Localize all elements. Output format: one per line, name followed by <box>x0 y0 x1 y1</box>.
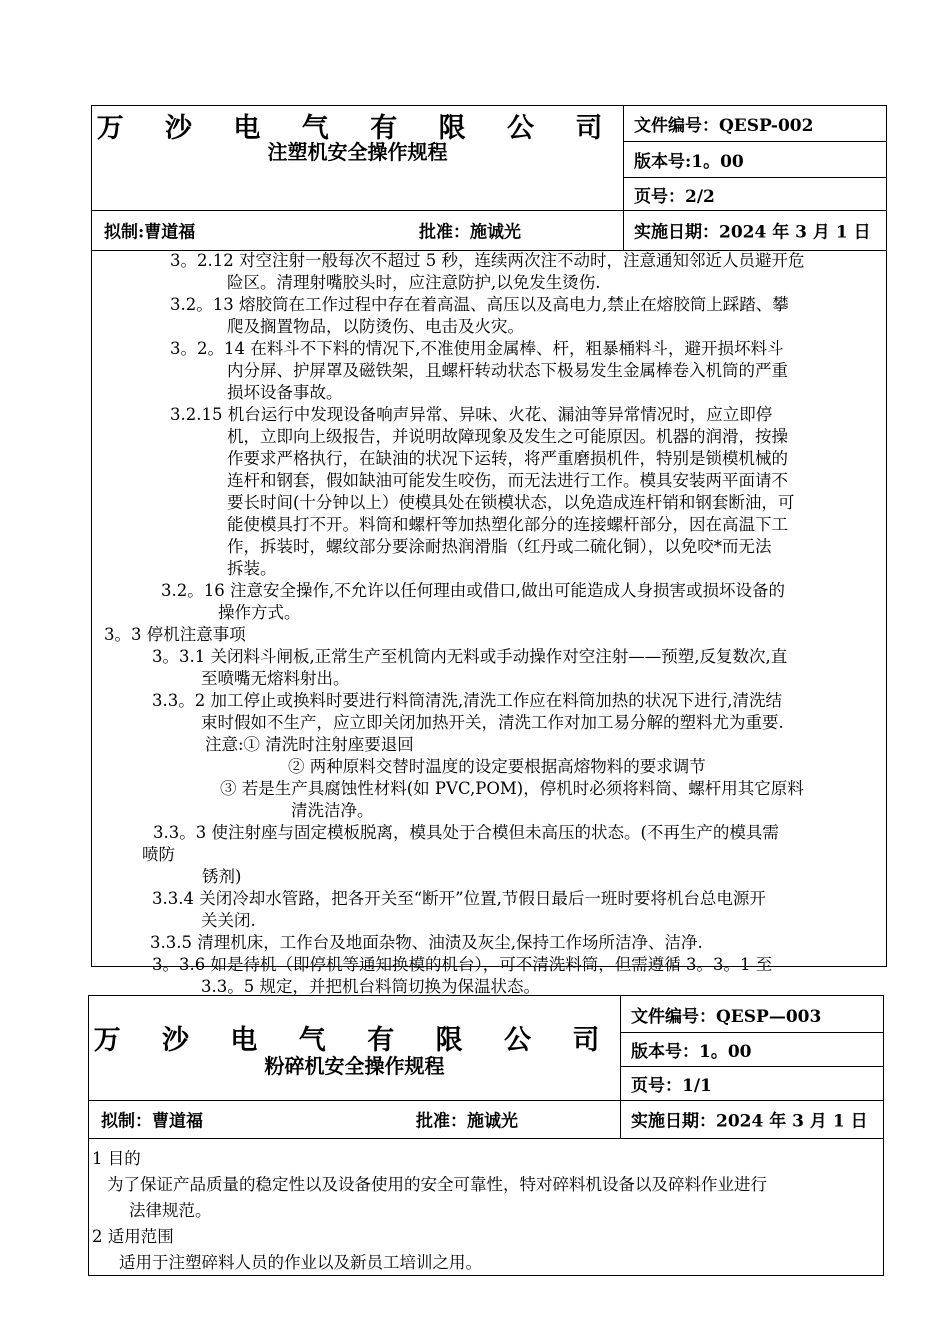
text-line: 机，立即向上级报告，并说明故障现象及发生之可能原因。机器的润滑，按操 <box>227 427 788 446</box>
version-number: 版本号：1。00 <box>621 1033 883 1067</box>
sheet-header <box>92 106 886 211</box>
text-line: 作，拆装时，螺纹部分要涂耐热润滑脂（红丹或二硫化铜），以免咬*而无法 <box>227 537 772 556</box>
procedure-sheet-injection-molding <box>91 105 887 996</box>
text-line: 拆装。 <box>227 559 277 578</box>
text-line: 为了保证产品质量的稳定性以及设备使用的安全可靠性，特对碎料机设备以及碎料作业进行 <box>107 1175 767 1194</box>
file-number: 文件编号：QESP—003 <box>621 996 883 1033</box>
file-number: 文件编号：QESP-002 <box>624 106 886 142</box>
text-line: 3.2.15 机台运行中发现设备响声异常、异味、火花、漏油等异常情况时，应立即停 <box>170 405 773 424</box>
text-line: 要长时间(十分钟以上）使模具处在锁模状态，以免造成连杆销和钢套断油，可 <box>227 493 795 512</box>
text-line: 3.3.5 清理机床，工作台及地面杂物、油渍及灰尘,保持工作场所洁净、洁净. <box>150 933 703 952</box>
text-line: 爬及搁置物品，以防烫伤、电击及火灾。 <box>227 317 524 336</box>
text-line: 操作方式。 <box>218 603 301 622</box>
approver: 批准：施诚光 <box>416 1111 518 1132</box>
text-line: 3.2。16 注意安全操作,不允许以任何理由或借口,做出可能造成人身损害或损坏设备的 <box>161 581 785 600</box>
company-name: 万 沙 电 气 有 限 公 司 <box>96 113 619 144</box>
text-line: 关关闭. <box>201 911 256 930</box>
page-number: 页号：2/2 <box>634 186 715 207</box>
text-line: 注意:① 清洗时注射座要退回 <box>205 735 414 754</box>
text-line: 喷防 <box>142 845 175 864</box>
procedure-title: 粉碎机安全操作规程 <box>264 1054 445 1078</box>
drafter: 拟制:曹道福 <box>104 222 196 243</box>
text-line: 能使模具打不开。料筒和螺杆等加热塑化部分的连接螺杆部分，因在高温下工 <box>227 515 788 534</box>
effective-date: 实施日期：2024 年 3 月 1 日 <box>634 222 871 243</box>
text-line: 锈剂) <box>202 867 242 886</box>
title-block <box>92 106 624 210</box>
company-name: 万 沙 电 气 有 限 公 司 <box>93 1025 616 1056</box>
text-line: 3。3.6 如是待机（即停机等通知换模的机台），可不清洗料筒，但需遵循 3。3。1 至 <box>152 955 773 974</box>
text-line: 3。2.12 对空注射一般每次不超过 5 秒，连续两次注不动时，注意通知邻近人员避开危 <box>170 251 805 270</box>
text-line: 法律规范。 <box>129 1201 212 1220</box>
section-heading: 1 目的 <box>92 1149 141 1168</box>
text-line: 作要求严格执行，在缺油的状况下运转，将严重磨损机件，特别是锁模机械的 <box>227 449 788 468</box>
text-line: 3.3。3 使注射座与固定模板脱离，模具处于合模但未高压的状态。(不再生产的模具需 <box>153 823 779 842</box>
approver: 批准：施诚光 <box>419 222 521 243</box>
text-line: 险区。清理射嘴胶头时，应注意防护,以免发生烫伤. <box>227 273 601 292</box>
text-line: 3。3.1 关闭料斗闸板,正常生产至机筒内无料或手动操作对空注射——预塑,反复数次,直 <box>152 647 788 666</box>
text-line: 3.3。5 规定，并把机台料筒切换为保温状态。 <box>201 977 540 996</box>
sheet-header <box>89 996 883 1101</box>
procedure-title: 注塑机安全操作规程 <box>267 140 448 164</box>
drafter: 拟制：曹道福 <box>101 1111 203 1132</box>
text-line: 3.2。13 熔胶筒在工作过程中存在着高温、高压以及高电力,禁止在熔胶筒上踩踏、攀 <box>170 295 789 314</box>
text-line: ③ 若是生产具腐蚀性材料(如 PVC,POM)，停机时必须将料筒、螺杆用其它原料 <box>220 779 804 798</box>
text-line: 适用于注塑碎料人员的作业以及新员工培训之用。 <box>119 1253 482 1272</box>
section-heading: 3。3 停机注意事项 <box>104 625 246 644</box>
signature-row <box>89 1100 883 1139</box>
text-line: 内分屏、护屏罩及磁铁架，且螺杆转动状态下极易发生金属棒卷入机筒的严重 <box>227 361 788 380</box>
text-line: 连杆和钢套，假如缺油可能发生咬伤，而无法进行工作。模具安装两平面请不 <box>227 471 788 490</box>
text-line: 3。2。14 在料斗不下料的情况下,不准使用金属棒、杆，粗暴桶料斗，避开损坏料斗 <box>170 339 784 358</box>
text-line: 至喷嘴无熔料射出。 <box>201 669 350 688</box>
version-number: 版本号:1。00 <box>624 142 886 178</box>
title-block <box>89 996 621 1100</box>
text-line: 清洗洁净。 <box>291 801 374 820</box>
text-line: 3.3。2 加工停止或换料时要进行料筒清洗,清洗工作应在料筒加热的状况下进行,清洗结 <box>152 691 782 710</box>
text-line: 束时假如不生产，应立即关闭加热开关，清洗工作对加工易分解的塑料尤为重要. <box>201 713 784 732</box>
text-line: ② 两种原料交替时温度的设定要根据高熔物料的要求调节 <box>288 757 706 776</box>
section-heading: 2 适用范围 <box>92 1227 174 1246</box>
text-line: 损坏设备事故。 <box>227 383 343 402</box>
procedure-sheet-crusher <box>88 995 884 1276</box>
signature-row <box>92 210 886 251</box>
text-line: 3.3.4 关闭冷却水管路，把各开关至“断开”位置,节假日最后一班时要将机台总电源开 <box>152 889 766 908</box>
effective-date: 实施日期：2024 年 3 月 1 日 <box>631 1111 868 1132</box>
page-number: 页号：1/1 <box>631 1076 712 1096</box>
